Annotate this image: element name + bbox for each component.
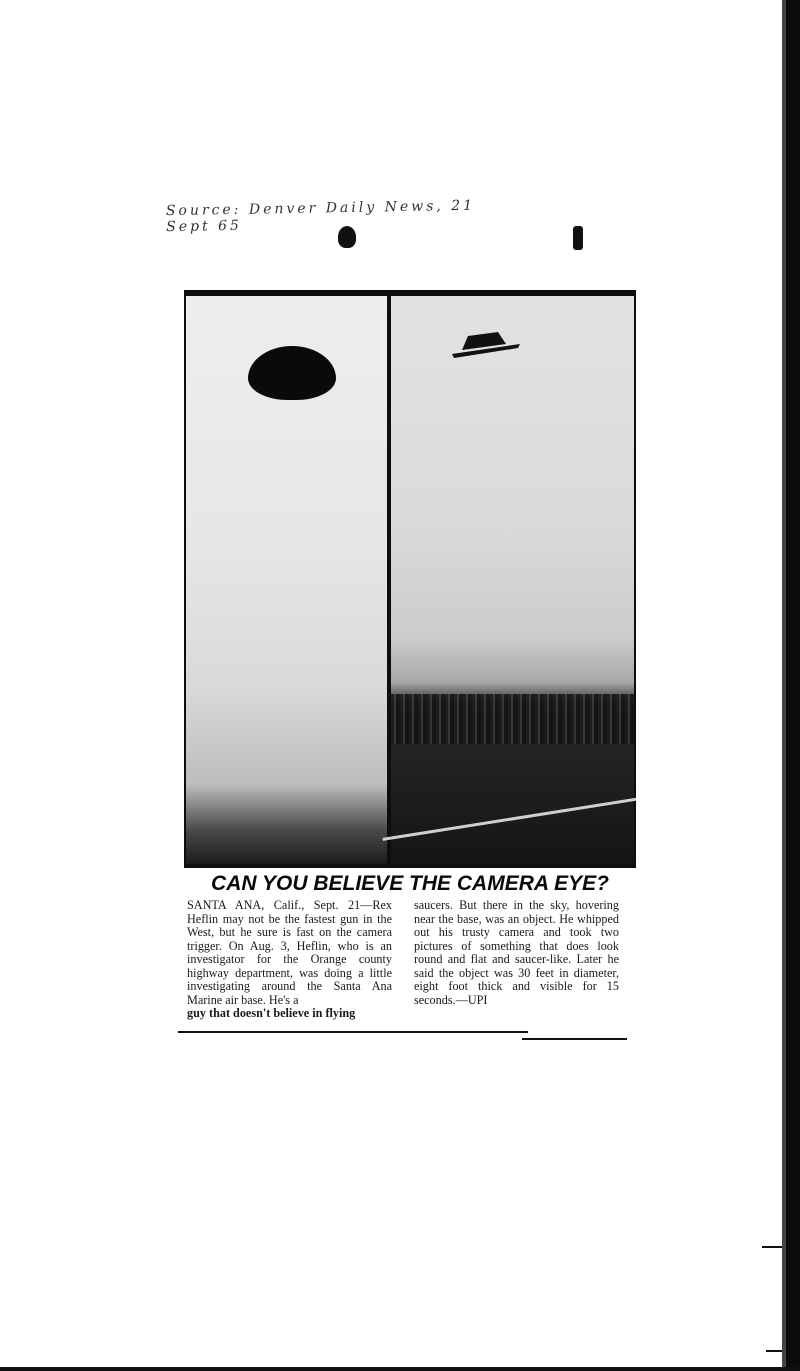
handwritten-source-note: Source: Denver Daily News, 21 Sept 65 <box>165 197 476 236</box>
scan-edge-shadow <box>782 0 786 1371</box>
scan-edge-mark <box>762 1246 782 1248</box>
scan-edge-right <box>786 0 800 1371</box>
column-rule <box>522 1038 627 1040</box>
tape-mark <box>338 226 356 248</box>
article-text: guy that doesn't believe in flying <box>187 1006 356 1020</box>
scan-edge-bottom <box>0 1367 800 1371</box>
saucer-object-right <box>446 328 526 360</box>
scan-edge-mark <box>766 1350 782 1352</box>
tape-mark <box>573 226 583 250</box>
article-text: saucers. But there in the sky, hovering near the base, was an object. He whipped out his trusty camera and took two pictures of something that does look round and flat and saucer-like. Later he said the object was 30 feet in diameter, eight foot thick and visible for 15 seconds.—UPI <box>414 898 619 1007</box>
article-column-left <box>187 899 392 1021</box>
article-headline: CAN YOU BELIEVE THE CAMERA EYE? <box>211 872 609 895</box>
news-photo-pair <box>184 290 636 868</box>
photo-right-panel <box>391 296 634 864</box>
road-line <box>382 794 636 841</box>
tree-line <box>391 694 634 744</box>
photo-left-panel <box>186 296 387 864</box>
column-rule <box>178 1031 528 1033</box>
article-column-right <box>414 899 619 1007</box>
article-text: SANTA ANA, Calif., Sept. 21—Rex Heflin may not be the fastest gun in the West, but he sure is fast on the camera trigger. On Aug. 3, Heflin, who is an investigator for the Orange county highway department, was doing a little investigating around the Santa Ana Marine air base. He's a <box>187 898 392 1007</box>
saucer-object-left <box>248 346 336 400</box>
